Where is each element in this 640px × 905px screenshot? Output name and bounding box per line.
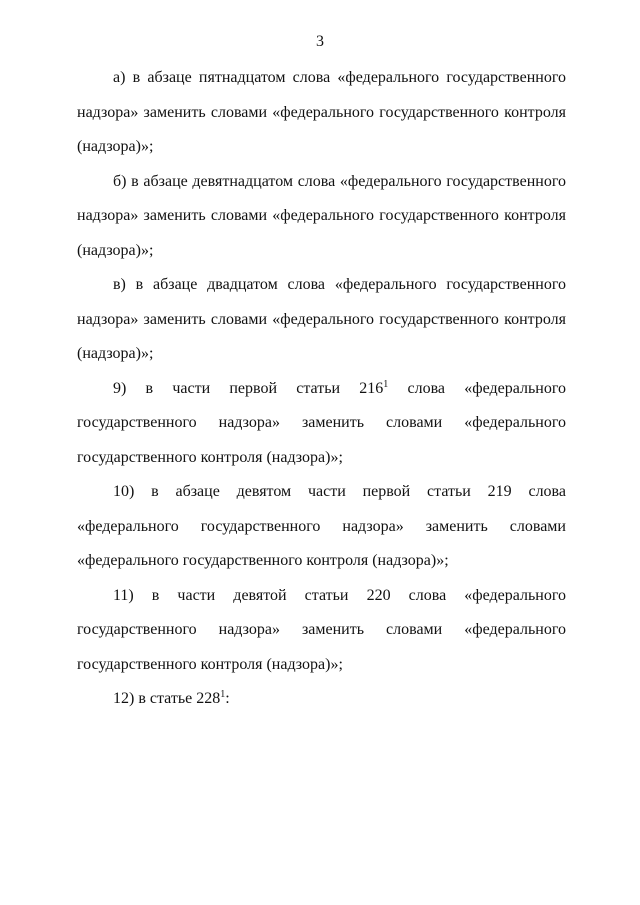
paragraph-12-start: 12) в статье 228 [113, 690, 221, 707]
paragraph-12-end: : [225, 690, 230, 707]
paragraph-11: 11) в части девятой статьи 220 слова «федерального государственного надзора» заменить словами «федерального государственного контроля (надзора)»; [77, 586, 566, 673]
paragraph-9-start: 9) в части первой статьи 216 [113, 379, 384, 397]
paragraph-9-end: слова «федерального государственного надзора» заменить словами «федерального государственного контроля (надзора)»; [77, 379, 566, 466]
paragraph-10: 10) в абзаце девятом части первой статьи 219 слова «федерального государственного надзора» заменить словами «федерального государственного контроля (надзора)»; [77, 483, 566, 569]
paragraph-12-superscript: 1 [220, 689, 226, 700]
paragraph-v: в) в абзаце двадцатом слова «федерального государственного надзора» заменить словами «федерального государственного контроля (надзора)»; [77, 276, 566, 362]
paragraph-b: б) в абзаце девятнадцатом слова «федерального государственного надзора» заменить словами «федерального государственного контроля (надзора)»; [77, 172, 566, 259]
page-number: 3 [316, 33, 324, 50]
paragraph-a: а) в абзаце пятнадцатом слова «федерального государственного надзора» заменить словами «федерального государственного контроля (надзора)»; [77, 69, 566, 155]
paragraph-9 [77, 372, 566, 476]
document-body [77, 61, 566, 717]
paragraph-9-superscript: 1 [383, 378, 389, 390]
paragraph-12 [77, 682, 566, 717]
